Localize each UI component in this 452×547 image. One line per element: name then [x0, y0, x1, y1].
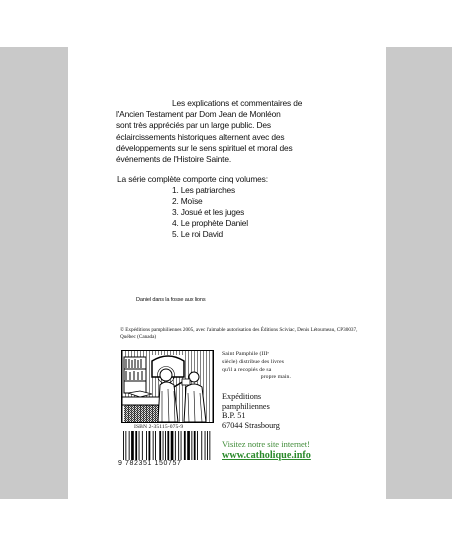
intro-line: l'Ancien Testament par Dom Jean de Monléon [116, 109, 281, 120]
caption-line: qu'il a recopiés de sa [222, 366, 272, 373]
engraving-caption [222, 351, 291, 382]
intro-line: développements sur le sens spirituel et moral des [116, 142, 293, 153]
volume-list [172, 185, 248, 240]
publisher-line: Expéditions [222, 392, 262, 401]
cover-image-caption: Daniel dans la fosse aux lions [136, 297, 206, 303]
visit-website-prompt: Visitez notre site internet! [222, 439, 311, 449]
ean-barcode-image [121, 431, 213, 460]
caption-line: siècle) distribue des livres [222, 358, 285, 365]
publisher-address [222, 392, 280, 430]
intro-line: éclaircissements historiques alternent avec des [116, 131, 285, 142]
intro-line: Les explications et commentaires de [172, 98, 303, 108]
volume-item: 3. Josué et les juges [172, 207, 245, 217]
publisher-line: 67044 Strasbourg [222, 420, 280, 430]
series-heading: La série complète comporte cinq volumes: [117, 174, 268, 184]
left-gray-panel [0, 47, 68, 499]
isbn-number: ISBN 2-35115-075-9 [134, 424, 184, 430]
back-cover [68, 47, 386, 499]
website-link[interactable]: www.catholique.info [222, 450, 311, 461]
caption-line: Saint Pamphile (IIIᵉ [222, 351, 270, 357]
barcode-digits: 9 782351 150757 [118, 460, 182, 467]
volume-item: 5. Le roi David [172, 229, 223, 239]
publisher-line: B.P. 51 [222, 411, 246, 421]
caption-line: propre main. [260, 374, 291, 381]
saint-pamphile-engraving-image [121, 350, 214, 423]
intro-line: événements de l'Histoire Sainte. [116, 154, 232, 165]
volume-item: 2. Moïse [172, 196, 203, 206]
right-gray-panel [386, 47, 452, 499]
volume-item: 4. Le prophète Daniel [172, 218, 248, 228]
intro-line: sont très appréciés par un large public. Des [116, 120, 271, 131]
publisher-line: pamphiliennes [222, 401, 270, 411]
copyright-notice: © Expéditions pamphiliennes 2005, avec l'aimable autorisation des Éditions Sciviac, Denis Létourneau, CP30037, Québec (Canada) [120, 327, 358, 340]
volume-item: 1. Les patriarches [172, 185, 235, 195]
intro-paragraph [116, 98, 341, 165]
